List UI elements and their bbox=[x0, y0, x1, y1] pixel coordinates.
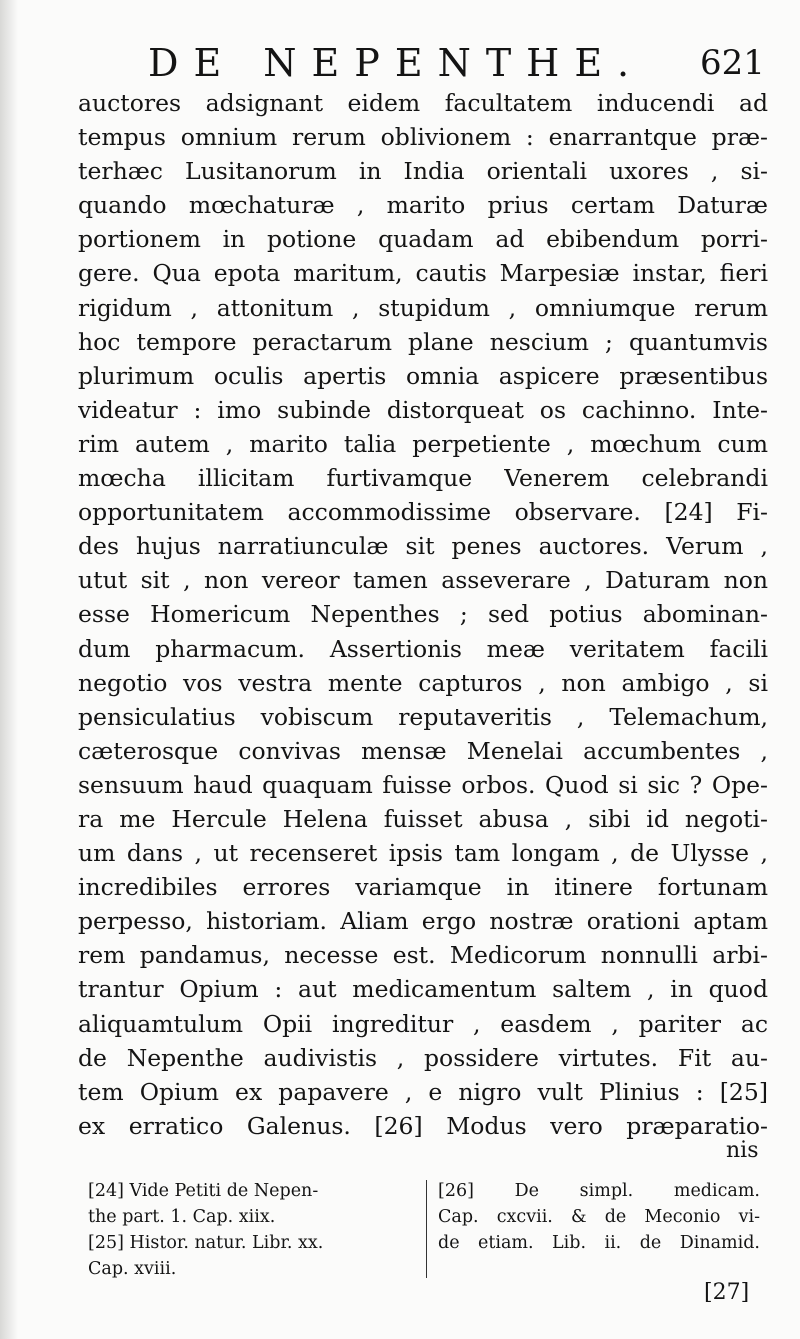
text-line: videatur : imo subinde distorqueat os cachinno. Inte- bbox=[78, 395, 768, 424]
footnote-line: Cap. xviii. bbox=[88, 1259, 177, 1279]
page-header bbox=[0, 38, 800, 88]
text-line: de Nepenthe audivistis , possidere virtutes. Fit au- bbox=[78, 1043, 768, 1072]
text-line: des hujus narratiunculæ sit penes auctores. Verum , bbox=[78, 532, 768, 561]
footnote-line: the part. 1. Cap. xiix. bbox=[88, 1207, 276, 1227]
text-line: terhæc Lusitanorum in India orientali uxores , si- bbox=[78, 157, 768, 186]
footnote-column-divider bbox=[426, 1180, 427, 1278]
text-line: tem Opium ex papavere , e nigro vult Plinius : [25] bbox=[78, 1077, 768, 1106]
text-line: rigidum , attonitum , stupidum , omniumque rerum bbox=[78, 293, 768, 322]
text-line: utut sit , non vereor tamen asseverare , Daturam non bbox=[78, 566, 768, 595]
text-line: dum pharmacum. Assertionis meæ veritatem facili bbox=[78, 634, 768, 663]
text-line: plurimum oculis apertis omnia aspicere præsentibus bbox=[78, 361, 768, 390]
main-text-block bbox=[78, 86, 768, 1143]
footnote-line: [25] Histor. natur. Libr. xx. bbox=[88, 1233, 324, 1253]
footnote-line: [26] De simpl. medicam. bbox=[438, 1181, 760, 1201]
text-line: quando mœchaturæ , marito prius certam Daturæ bbox=[78, 191, 768, 220]
text-line: aliquamtulum Opii ingreditur , easdem , pariter ac bbox=[78, 1009, 768, 1038]
text-line: perpesso, historiam. Aliam ergo nostræ orationi aptam bbox=[78, 907, 768, 936]
text-line: mœcha illicitam furtivamque Venerem celebrandi bbox=[78, 464, 768, 493]
footnote-line: de etiam. Lib. ii. de Dinamid. bbox=[438, 1233, 760, 1253]
text-line: esse Homericum Nepenthes ; sed potius abominan- bbox=[78, 600, 768, 629]
text-line: ex erratico Galenus. [26] Modus vero præparatio- bbox=[78, 1111, 768, 1140]
text-line: trantur Opium : aut medicamentum saltem , in quod bbox=[78, 975, 768, 1004]
footnote-line: [24] Vide Petiti de Nepen- bbox=[88, 1181, 319, 1201]
running-title: DE NEPENTHE. bbox=[148, 41, 645, 85]
catchword: nis bbox=[726, 1138, 759, 1163]
footnotes-left-column bbox=[88, 1178, 418, 1282]
text-line: um dans , ut recenseret ipsis tam longam , de Ulysse , bbox=[78, 839, 768, 868]
text-line: pensiculatius vobiscum reputaveritis , Telemachum, bbox=[78, 702, 768, 731]
text-line: cæterosque convivas mensæ Menelai accumbentes , bbox=[78, 736, 768, 765]
text-line: ra me Hercule Helena fuisset abusa , sibi id negoti- bbox=[78, 804, 768, 833]
text-line: rim autem , marito talia perpetiente , mœchum cum bbox=[78, 429, 768, 458]
page-number: 621 bbox=[700, 43, 765, 83]
text-line: portionem in potione quadam ad ebibendum porri- bbox=[78, 225, 768, 254]
text-line: opportunitatem accommodissime observare. [24] Fi- bbox=[78, 498, 768, 527]
signature-mark: [27] bbox=[704, 1280, 750, 1305]
text-line: sensuum haud quaquam fuisse orbos. Quod si sic ? Ope- bbox=[78, 770, 768, 799]
text-line: negotio vos vestra mente capturos , non ambigo , si bbox=[78, 668, 768, 697]
text-line: hoc tempore peractarum plane nescium ; quantumvis bbox=[78, 327, 768, 356]
footnotes-right-column bbox=[438, 1178, 760, 1256]
text-line: rem pandamus, necesse est. Medicorum nonnulli arbi- bbox=[78, 941, 768, 970]
text-line: incredibiles errores variamque in itinere fortunam bbox=[78, 873, 768, 902]
text-line: tempus omnium rerum oblivionem : enarrantque præ- bbox=[78, 123, 768, 152]
text-line: auctores adsignant eidem facultatem inducendi ad bbox=[78, 89, 768, 117]
footnote-line: Cap. cxcvii. & de Meconio vi- bbox=[438, 1207, 760, 1227]
text-line: gere. Qua epota maritum, cautis Marpesiæ instar, fieri bbox=[78, 259, 768, 288]
page-gutter-shadow bbox=[0, 0, 18, 1339]
